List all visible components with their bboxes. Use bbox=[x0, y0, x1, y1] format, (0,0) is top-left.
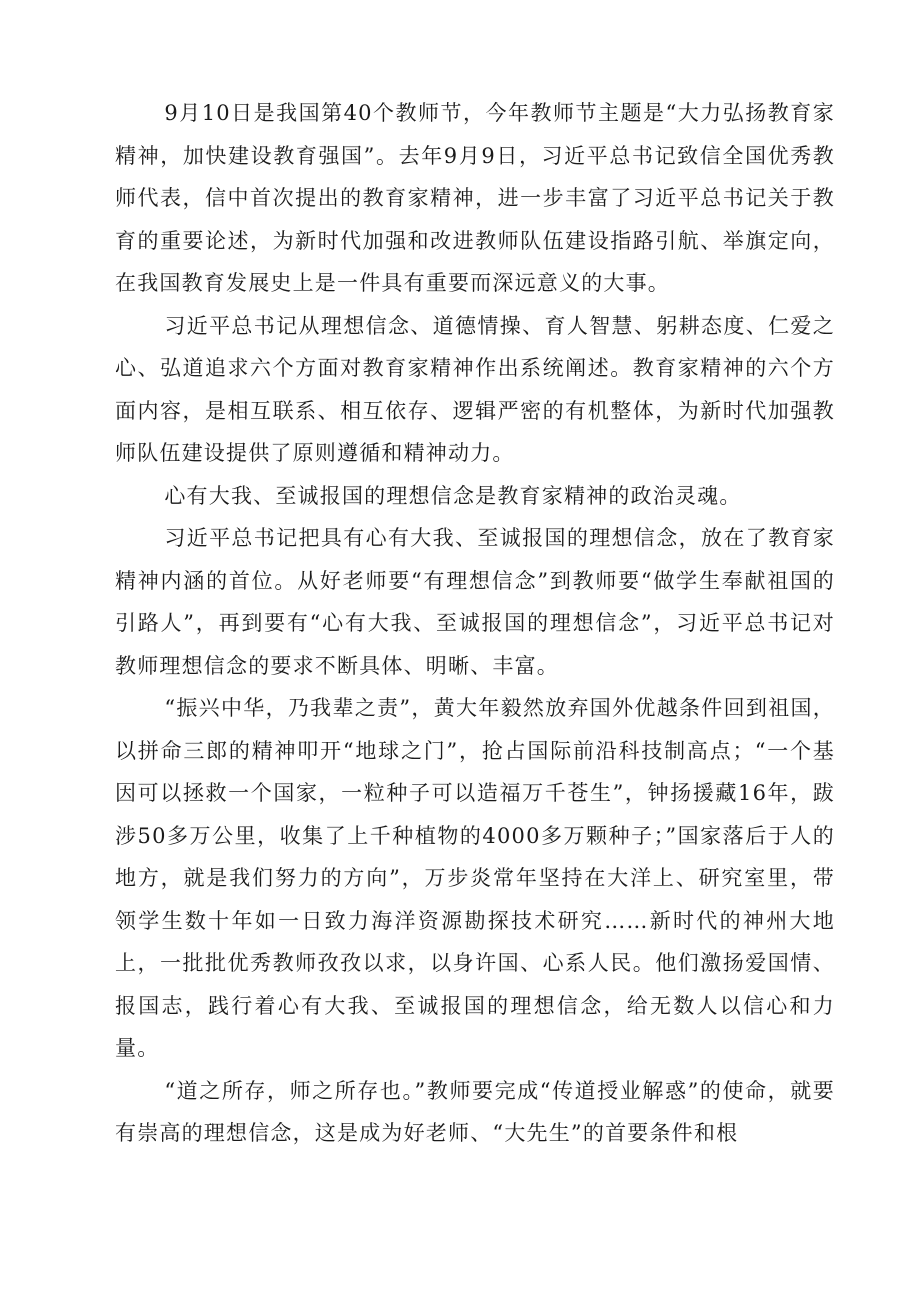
paragraph-ideal-belief-first: 习近平总书记把具有心有大我、至诚报国的理想信念，放在了教育家精神内涵的首位。从好老师要“有理想信念”到教师要“做学生奉献祖国的引路人”，再到要有“心有大我、至诚报国的理想信念”，习近平总书记对教师理想信念的要求不断具体、明晰、丰富。 bbox=[115, 526, 835, 678]
paragraph-teachers-day-theme: 9月10日是我国第40个教师节，今年教师节主题是“大力弘扬教育家精神，加快建设教育强国”。去年9月9日，习近平总书记致信全国优秀教师代表，信中首次提出的教育家精神，进一步丰富了习近平总书记关于教育的重要论述，为新时代加强和改进教师队伍建设指路引航、举旗定向，在我国教育发展史上是一件具有重要而深远意义的大事。 bbox=[115, 101, 835, 295]
paragraph-ideal-belief-heading: 心有大我、至诚报国的理想信念是教育家精神的政治灵魂。 bbox=[164, 483, 742, 508]
paragraph-dao-quote: “道之所存，师之所存也。”教师要完成“传道授业解惑”的使命，就要有崇高的理想信念，这是成为好老师、“大先生”的首要条件和根 bbox=[115, 1078, 835, 1145]
paragraph-six-aspects: 习近平总书记从理想信念、道德情操、育人智慧、躬耕态度、仁爱之心、弘道追求六个方面对教育家精神作出系统阐述。教育家精神的六个方面内容，是相互联系、相互依存、逻辑严密的有机整体，为新时代加强教师队伍建设提供了原则遵循和精神动力。 bbox=[115, 313, 835, 465]
document-page bbox=[115, 92, 835, 1155]
paragraph-exemplary-teachers: “振兴中华，乃我辈之责”，黄大年毅然放弃国外优越条件回到祖国，以拼命三郎的精神叩开“地球之门”，抢占国际前沿科技制高点；“一个基因可以拯救一个国家，一粒种子可以造福万千苍生”，钟扬援藏16年，跋涉50多万公里，收集了上千种植物的4000多万颗种子；”国家落后于人的地方，就是我们努力的方向”，万步炎常年坚持在大洋上、研究室里，带领学生数十年如一日致力海洋资源勘探技术研究……新时代的神州大地上，一批批优秀教师孜孜以求，以身许国、心系人民。他们激扬爱国情、报国志，践行着心有大我、至诚报国的理想信念，给无数人以信心和力量。 bbox=[115, 696, 835, 1060]
